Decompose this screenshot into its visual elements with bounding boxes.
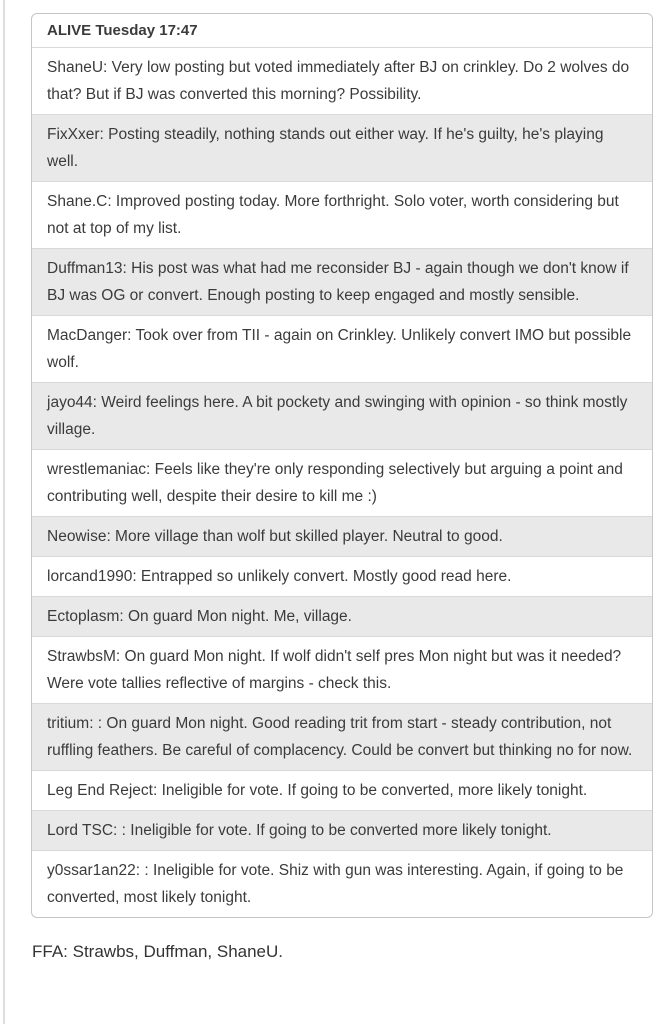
table-row: FixXxer: Posting steadily, nothing stands out either way. If he's guilty, he's playing well. xyxy=(32,114,652,181)
left-divider xyxy=(3,0,5,1024)
ffa-note: FFA: Strawbs, Duffman, ShaneU. xyxy=(32,942,284,961)
table-row: Duffman13: His post was what had me reconsider BJ - again though we don't know if BJ was OG or convert. Enough posting to keep engaged and mostly sensible. xyxy=(32,248,652,315)
table-row: y0ssar1an22: : Ineligible for vote. Shiz with gun was interesting. Again, if going to be converted, most likely tonight. xyxy=(32,850,652,917)
table-row: StrawbsM: On guard Mon night. If wolf didn't self pres Mon night but was it needed? Were vote tallies reflective of margins - check this. xyxy=(32,636,652,703)
table-row: Leg End Reject: Ineligible for vote. If going to be converted, more likely tonight. xyxy=(32,770,652,810)
table-row: tritium: : On guard Mon night. Good reading trit from start - steady contribution, not ruffling feathers. Be careful of complacency. Could be convert but thinking no for now. xyxy=(32,703,652,770)
table-row: Shane.C: Improved posting today. More forthright. Solo voter, worth considering but not at top of my list. xyxy=(32,181,652,248)
table-row: ShaneU: Very low posting but voted immediately after BJ on crinkley. Do 2 wolves do that? But if BJ was converted this morning? Possibility. xyxy=(32,47,652,114)
table-row: Neowise: More village than wolf but skilled player. Neutral to good. xyxy=(32,516,652,556)
table-row: wrestlemaniac: Feels like they're only responding selectively but arguing a point and contributing well, despite their desire to kill me :) xyxy=(32,449,652,516)
table-body xyxy=(32,47,652,917)
table-row: lorcand1990: Entrapped so unlikely convert. Mostly good read here. xyxy=(32,556,652,596)
table-row: Ectoplasm: On guard Mon night. Me, village. xyxy=(32,596,652,636)
table-row: Lord TSC: : Ineligible for vote. If going to be converted more likely tonight. xyxy=(32,810,652,850)
player-status-table xyxy=(31,13,653,918)
table-header: ALIVE Tuesday 17:47 xyxy=(47,22,198,39)
table-row: MacDanger: Took over from TII - again on Crinkley. Unlikely convert IMO but possible wolf. xyxy=(32,315,652,382)
table-row: jayo44: Weird feelings here. A bit pockety and swinging with opinion - so think mostly village. xyxy=(32,382,652,449)
